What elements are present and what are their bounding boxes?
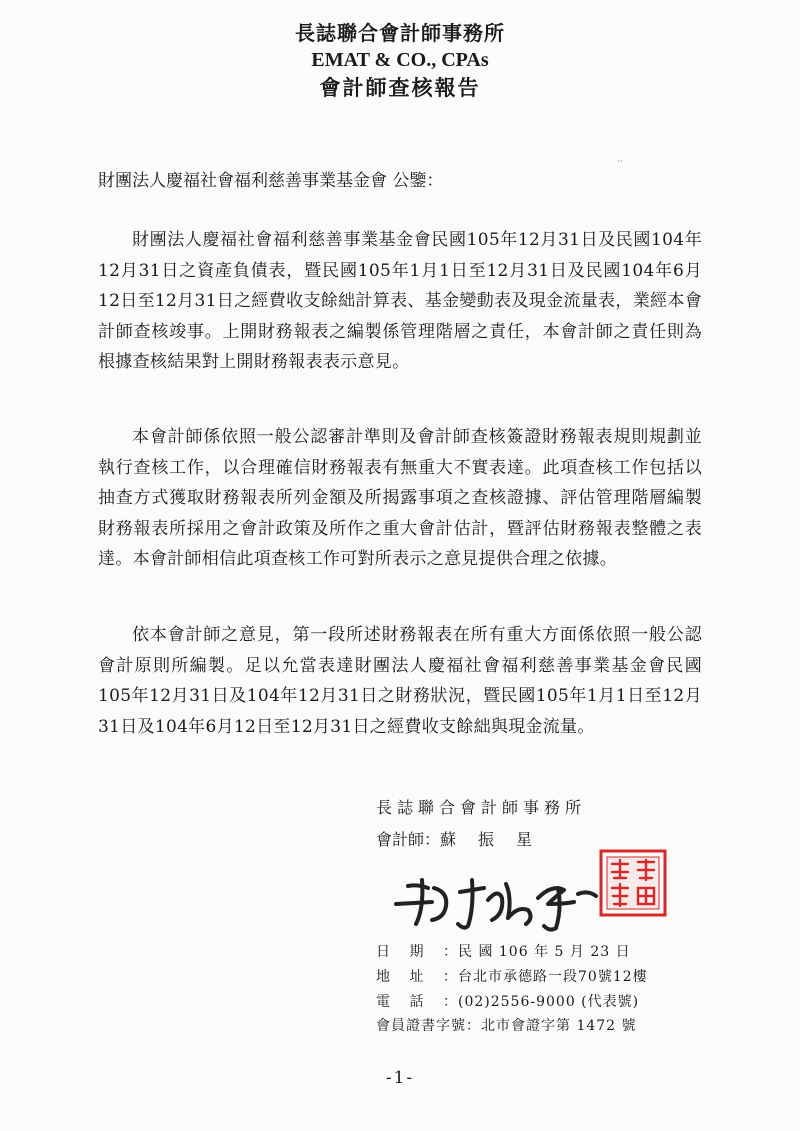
red-seal-stamp [598, 848, 668, 918]
paragraph-scope: 財團法人慶福社會福利慈善事業基金會民國105年12月31日及民國104年12月31日之資產負債表，暨民國105年1月1日至12月31日及民國104年6月12日至12月31日之經費收支餘絀計算表、基金變動表及現金流量表，業經本會計師查核竣事。上開財務報表之編製係管理階層之責任，本會計師之責任則為根據查核結果對上開財務報表表示意見。 [98, 230, 702, 373]
paragraph-basis: 本會計師係依照一般公認審計準則及會計師查核簽證財務報表規則規劃並執行查核工作，以合理確信財務報表有無重大不實表達。此項查核工作包括以抽查方式獲取財務報表所列金額及所揭露事項之查核證據、評估管理階層編製財務報表所採用之會計政策及所作之重大會計估計，暨評估財務報表整體之表達。本會計師相信此項查核工作可對所表示之意見提供合理之依據。 [98, 427, 702, 570]
paragraph-opinion: 依本會計師之意見，第一段所述財務報表在所有重大方面係依照一般公認會計原則所編製。足以允當表達財團法人慶福社會福利慈善事業基金會民國105年12月31日及104年12月31日之財務狀況，暨民國105年1月1日至12月31日及104年6月12日至12月31日之經費收支餘絀與現金流量。 [98, 625, 702, 737]
address-value: 台北市承德路一段70號12樓 [458, 969, 648, 985]
phone-label: 電話： [376, 994, 458, 1010]
signature-firm-name: 長誌聯合會計師事務所 [376, 798, 587, 817]
firm-name-chinese: 長誌聯合會計師事務所 [295, 21, 505, 45]
date-value: 民 國 106 年 5 月 23 日 [458, 944, 631, 960]
accountant-name: 蘇振星 [440, 830, 555, 849]
firm-phone [376, 991, 639, 1011]
address-label: 地址： [376, 969, 458, 985]
license-number [376, 1015, 637, 1035]
scan-speck: ⸒⸒ [617, 153, 623, 163]
firm-address [376, 966, 648, 986]
signature-accountant [376, 827, 554, 850]
phone-value: (02)2556-9000 (代表號) [458, 994, 640, 1010]
date-label: 日期： [376, 944, 458, 960]
firm-name-english: EMAT & CO., CPAs [311, 49, 489, 71]
report-title: 會計師查核報告 [319, 75, 481, 100]
page-number: -1- [385, 1068, 415, 1088]
license-label: 會員證書字號： [376, 1018, 481, 1034]
accountant-label: 會計師： [376, 830, 441, 849]
handwritten-signature [388, 858, 618, 938]
license-value: 北市會證字第 1472 號 [481, 1018, 637, 1034]
report-date [376, 941, 631, 961]
addressee: 財團法人慶福社會福利慈善事業基金會 公鑒： [98, 171, 444, 191]
report-header [0, 20, 800, 102]
